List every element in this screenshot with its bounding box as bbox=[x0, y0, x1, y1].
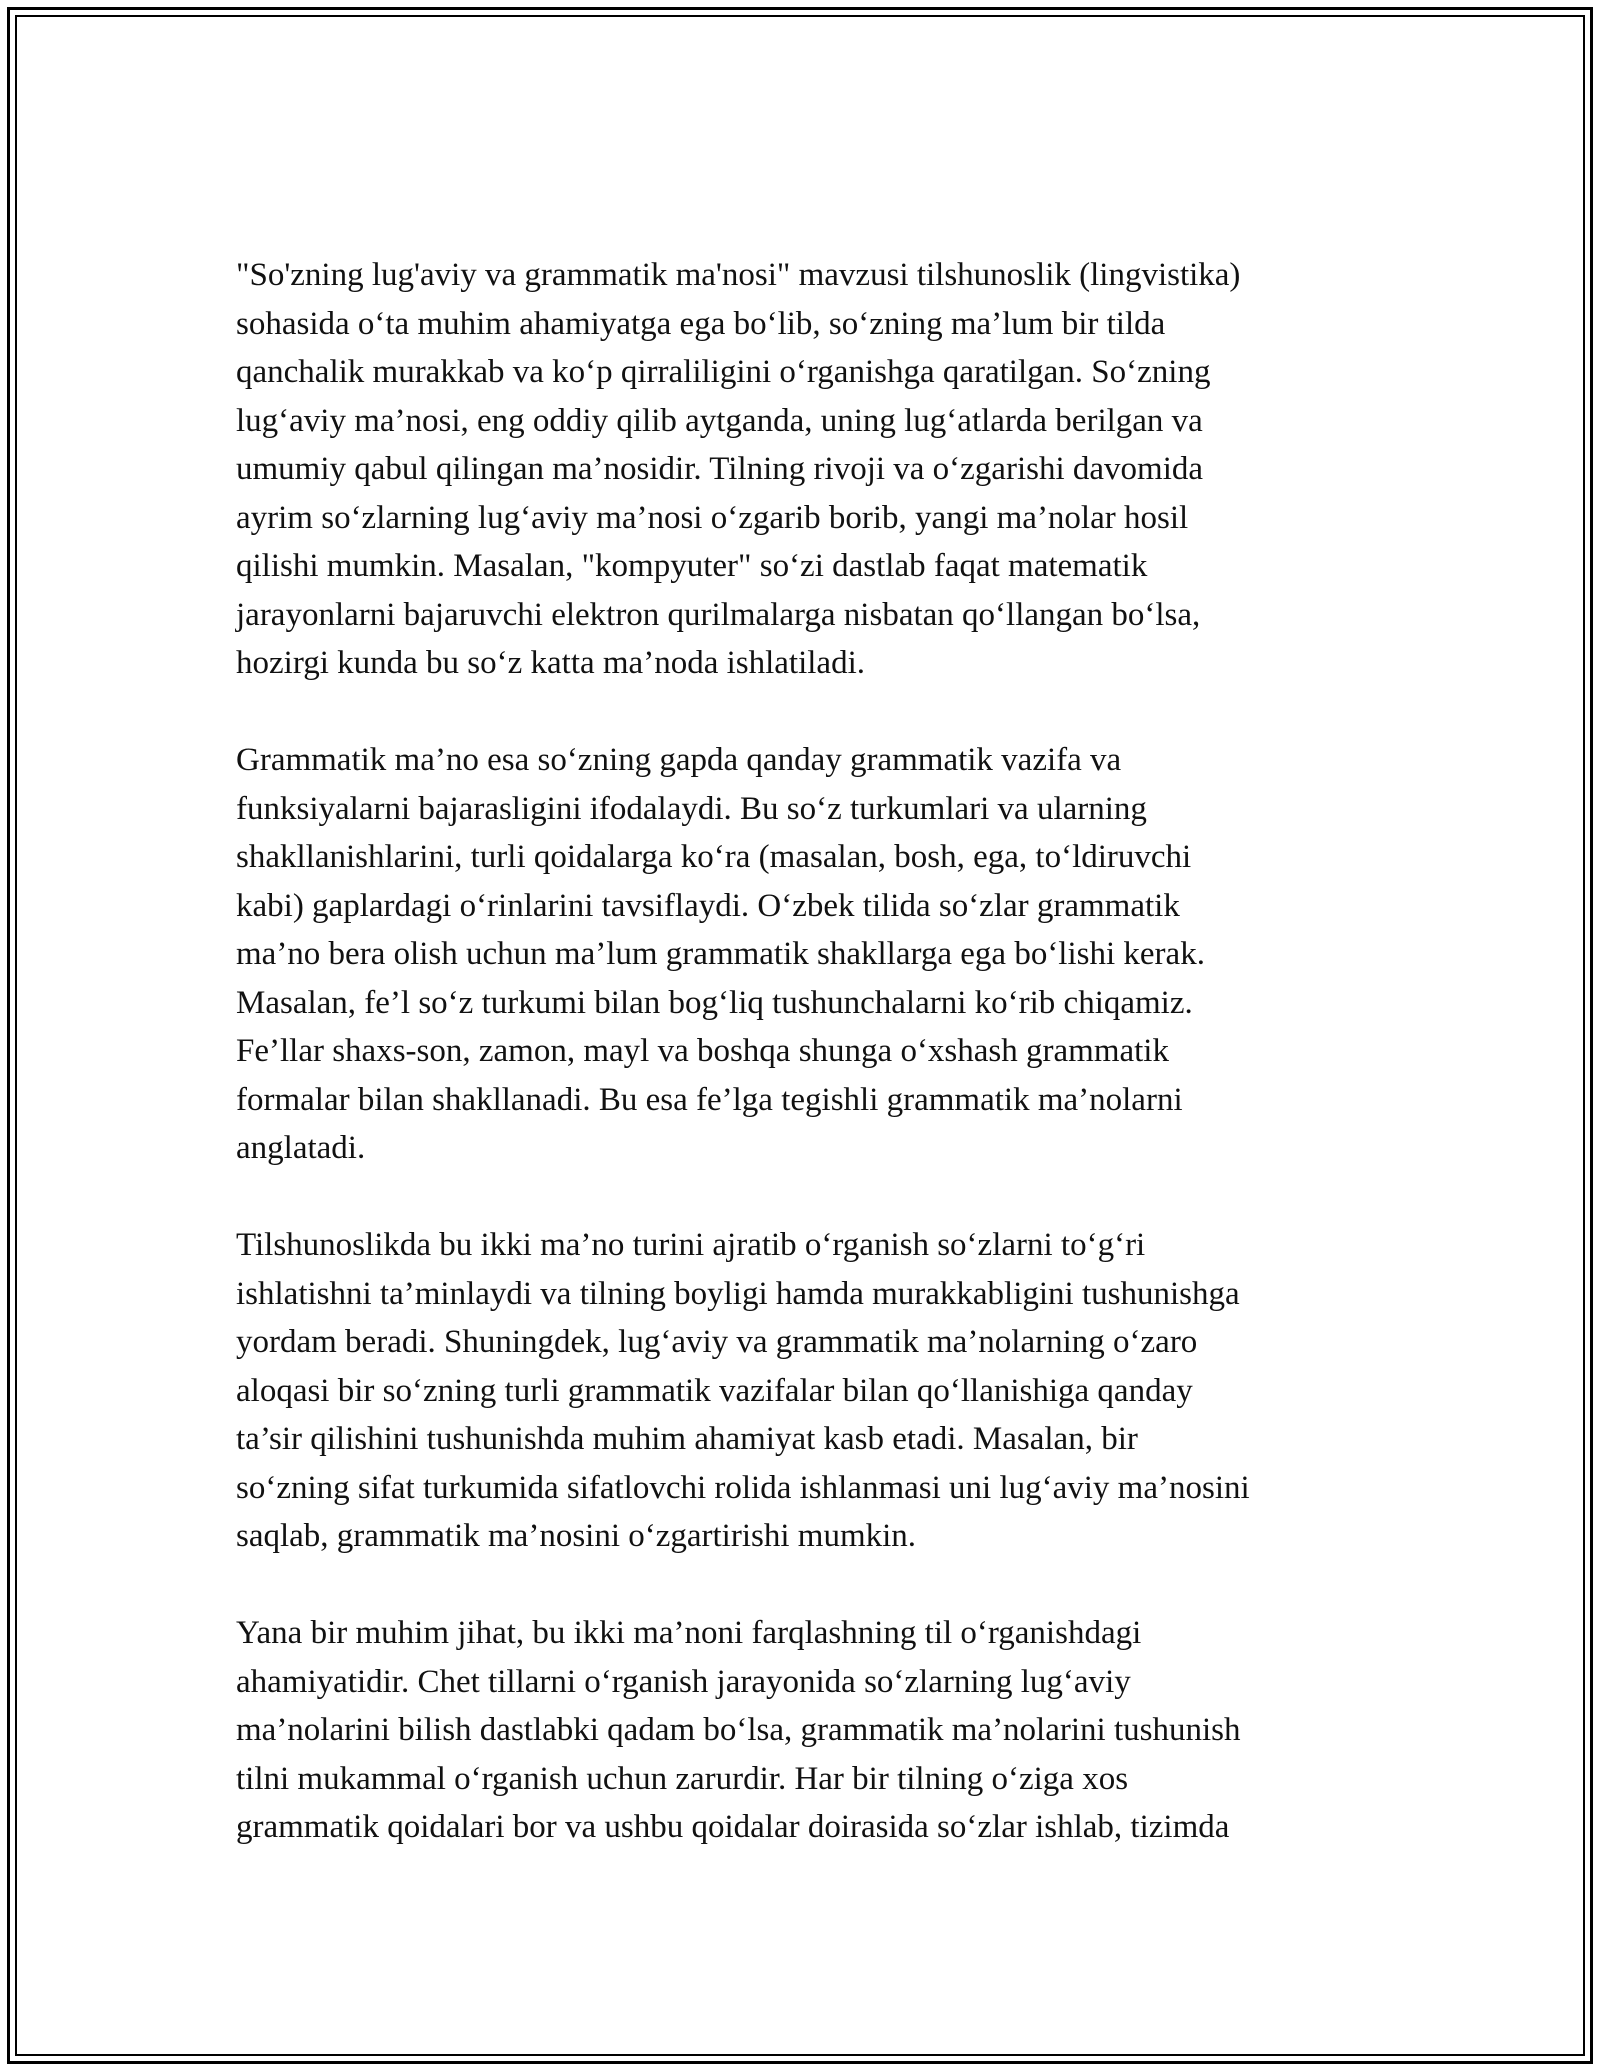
text-line: yordam beradi. Shuningdek, lug‘aviy va grammatik ma’nolarning o‘zaro bbox=[236, 1324, 1198, 1360]
text-line: aloqasi bir so‘zning turli grammatik vazifalar bilan qo‘llanishiga qanday bbox=[236, 1372, 1193, 1409]
text-line: funksiyalarni bajarasligini ifodalaydi. Bu so‘z turkumlari va ularning bbox=[236, 790, 1147, 827]
text-line: so‘zning sifat turkumida sifatlovchi rolida ishlanmasi uni lug‘aviy ma’nosini bbox=[236, 1469, 1250, 1506]
text-line: "So'zning lug'aviy va grammatik ma'nosi" mavzusi tilshunoslik (lingvistika) bbox=[236, 257, 1241, 293]
text-line: ma’no bera olish uchun ma’lum grammatik shakllarga ega bo‘lishi kerak. bbox=[236, 936, 1205, 972]
text-line: anglatadi. bbox=[236, 1130, 366, 1166]
text-line: grammatik qoidalari bor va ushbu qoidalar doirasida so‘zlar ishlab, tizimda bbox=[236, 1809, 1230, 1845]
text-line: Masalan, fe’l so‘z turkumi bilan bog‘liq tushunchalarni ko‘rib chiqamiz. bbox=[236, 984, 1193, 1021]
text-line: hozirgi kunda bu so‘z katta ma’noda ishlatiladi. bbox=[236, 645, 865, 681]
text-line: umumiy qabul qilingan ma’nosidir. Tilning rivoji va o‘zgarishi davomida bbox=[236, 451, 1204, 487]
text-line: ayrim so‘zlarning lug‘aviy ma’nosi o‘zgarib borib, yangi ma’nolar hosil bbox=[236, 499, 1189, 536]
text-line: formalar bilan shakllanadi. Bu esa fe’lga tegishli grammatik ma’nolarni bbox=[236, 1081, 1183, 1118]
text-line: Fe’llar shaxs-son, zamon, mayl va boshqa shunga o‘xshash grammatik bbox=[236, 1033, 1169, 1069]
paragraph-2 bbox=[236, 736, 1376, 1173]
text-line: Yana bir muhim jihat, bu ikki ma’noni farqlashning til o‘rganishdagi bbox=[236, 1615, 1142, 1651]
text-line: Tilshunoslikda bu ikki ma’no turini ajratib o‘rganish so‘zlarni to‘g‘ri bbox=[236, 1227, 1146, 1263]
text-line: Grammatik ma’no esa so‘zning gapda qanday grammatik vazifa va bbox=[236, 742, 1122, 778]
text-line: lug‘aviy ma’nosi, eng oddiy qilib aytganda, uning lug‘atlarda berilgan va bbox=[236, 402, 1203, 439]
text-line: kabi) gaplardagi o‘rinlarini tavsiflaydi. O‘zbek tilida so‘zlar grammatik bbox=[236, 887, 1180, 924]
text-line: jarayonlarni bajaruvchi elektron qurilmalarga nisbatan qo‘llangan bo‘lsa, bbox=[236, 596, 1201, 633]
paragraph-3 bbox=[236, 1221, 1376, 1561]
document-body bbox=[236, 251, 1376, 1900]
text-line: shakllanishlarini, turli qoidalarga ko‘ra (masalan, bosh, ega, to‘ldiruvchi bbox=[236, 839, 1192, 875]
text-line: sohasida o‘ta muhim ahamiyatga ega bo‘lib, so‘zning ma’lum bir tilda bbox=[236, 305, 1166, 342]
text-line: ta’sir qilishini tushunishda muhim ahamiyat kasb etadi. Masalan, bir bbox=[236, 1421, 1138, 1457]
text-line: qilishi mumkin. Masalan, "kompyuter" so‘zi dastlab faqat matematik bbox=[236, 548, 1148, 584]
text-line: ishlatishni ta’minlaydi va tilning boyligi hamda murakkabligini tushunishga bbox=[236, 1275, 1240, 1312]
text-line: ahamiyatidir. Chet tillarni o‘rganish jarayonida so‘zlarning lug‘aviy bbox=[236, 1663, 1131, 1700]
text-line: tilni mukammal o‘rganish uchun zarurdir. Har bir tilning o‘ziga xos bbox=[236, 1760, 1129, 1797]
text-line: ma’nolarini bilish dastlabki qadam bo‘lsa, grammatik ma’nolarini tushunish bbox=[236, 1712, 1241, 1748]
text-line: qanchalik murakkab va ko‘p qirraliligini o‘rganishga qaratilgan. So‘zning bbox=[236, 354, 1211, 390]
text-line: saqlab, grammatik ma’nosini o‘zgartirishi mumkin. bbox=[236, 1518, 917, 1554]
paragraph-1 bbox=[236, 251, 1376, 688]
paragraph-4 bbox=[236, 1609, 1376, 1852]
